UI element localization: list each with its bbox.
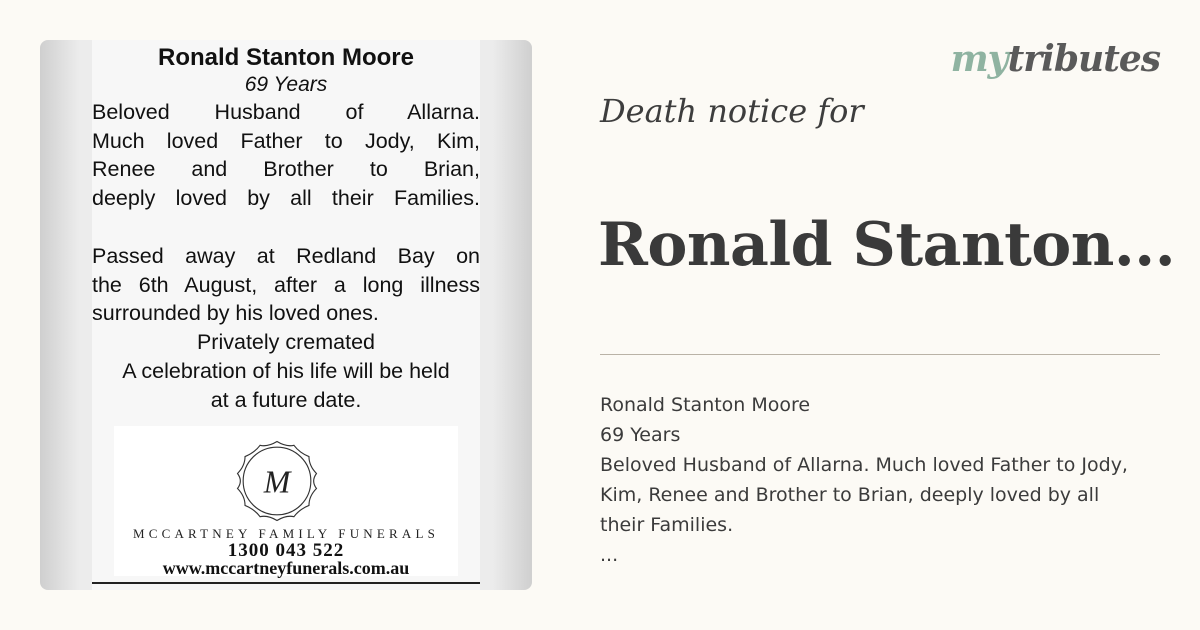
headline: Death notice for — [600, 92, 864, 130]
notice-paragraph-passing — [92, 242, 480, 328]
notice-name: Ronald Stanton Moore — [158, 44, 414, 71]
monogram-letter: M — [263, 464, 291, 500]
summary-line: Ronald Stanton Moore — [600, 394, 811, 416]
brand-part-tributes: tributes — [1007, 38, 1160, 80]
notice-line: Much loved Father to Jody, Kim, — [92, 128, 480, 153]
funeral-home-website: www.mccartneyfunerals.com.au — [162, 558, 410, 578]
notice-celebration-line: A celebration of his life will be held — [122, 358, 450, 383]
notice-summary — [600, 390, 1170, 570]
death-notice-image — [40, 40, 532, 590]
summary-line: their Families. — [600, 514, 734, 536]
notice-line: Passed away at Redland Bay on — [92, 244, 480, 268]
funeral-home-name: MCCARTNEY FAMILY FUNERALS — [132, 526, 440, 541]
monogram-seal-icon — [230, 434, 324, 528]
notice-cremation: Privately cremated — [196, 329, 376, 354]
newspaper-clipping — [92, 40, 480, 590]
notice-text-block — [92, 44, 480, 415]
brand-part-my: my — [950, 38, 1008, 80]
funeral-home-phone: 1300 043 522 — [227, 540, 345, 561]
mytributes-logo — [951, 38, 1160, 80]
deceased-name: Ronald Stanton... — [598, 210, 1176, 280]
notice-celebration-line: at a future date. — [210, 387, 362, 412]
summary-line: ... — [600, 544, 619, 566]
notice-bottom-rule — [92, 582, 480, 584]
divider — [600, 354, 1160, 355]
notice-line: Beloved Husband of Allarna. — [92, 100, 480, 124]
notice-paragraph-family — [92, 98, 480, 212]
summary-line: Beloved Husband of Allarna. Much loved Father to Jody, — [600, 454, 1128, 476]
notice-line: the 6th August, after a long illness — [92, 272, 480, 297]
funeral-home-logo — [114, 426, 458, 576]
summary-line: Kim, Renee and Brother to Brian, deeply loved by all — [600, 484, 1100, 506]
notice-line: Renee and Brother to Brian, — [92, 157, 480, 181]
notice-age: 69 Years — [244, 73, 328, 96]
summary-line: 69 Years — [600, 424, 681, 446]
notice-line: surrounded by his loved ones. — [92, 301, 379, 325]
notice-line: deeply loved by all their Families. — [92, 185, 480, 210]
